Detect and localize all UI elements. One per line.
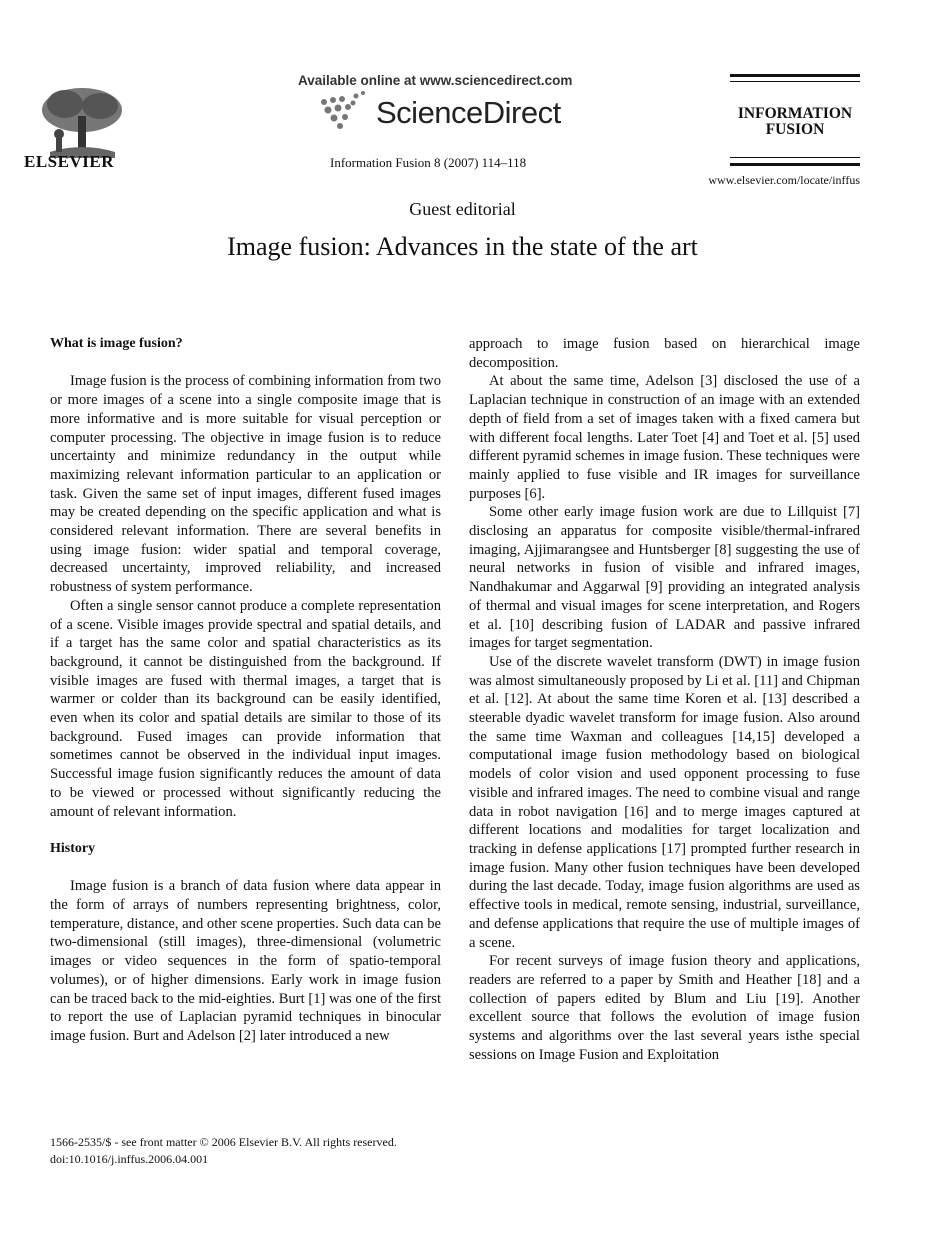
- paragraph: Often a single sensor cannot produce a complete representation of a scene. Visible images provide spectral and spatial details, and if a target has the same color and spatial characteristics as its background, it cannot be distinguished from the background. If visible images are fused with thermal images, a target that is warmer or colder than its background can be easily identified, even when its color and spatial details are similar to those of its background. Fused images can provide information that sometimes cannot be observed in the individual input images. Successful image fusion significantly reduces the amount of data to be viewed or processed without significantly reducing the amount of relevant information.: [50, 597, 441, 820]
- section-heading-what-is-image-fusion: What is image fusion?: [50, 336, 183, 351]
- paragraph: Some other early image fusion work are due to Lillquist [7] disclosing an apparatus for composite visible/thermal-infrared imaging, Ajjimarangsee and Huntsberger [8] suggesting the use of neural networks in fusion of visible and infrared images, Nandhakumar and Aggarwal [9] providing an integrated analysis of thermal and visual images for scene interpretation, and Rogers et al. [10] describing fusion of LADAR and passive infrared images for target segmentation.: [469, 504, 860, 652]
- journal-brand: [730, 106, 860, 138]
- sciencedirect-dots-icon: [318, 88, 378, 132]
- brand-rule-top-thin: [730, 81, 860, 82]
- publisher-name: ELSEVIER: [24, 152, 114, 171]
- article-type: Guest editorial: [409, 199, 516, 219]
- section-heading-history: History: [50, 840, 96, 856]
- brand-rule-bottom: [730, 163, 860, 166]
- paragraph-continued: approach to image fusion based on hierarchical image decomposition.: [469, 336, 860, 371]
- journal-reference: Information Fusion 8 (2007) 114–118: [330, 155, 527, 170]
- paragraph: Image fusion is a branch of data fusion where data appear in the form of arrays of numbers representing brightness, color, temperature, distance, and other scene properties. Such data can be two-dimensional (still images), three-dimensional (volumetric images or video sequences in the form of spatio-temporal volumes), or of higher dimensions. Early work in image fusion can be traced back to the mid-eighties. Burt [1] was one of the first to report the use of Laplacian pyramid techniques in binocular image fusion. Burt and Adelson [2] later introduced a new: [50, 878, 441, 1044]
- journal-brand-line1: INFORMATION: [737, 105, 853, 122]
- journal-url-link[interactable]: www.elsevier.com/locate/inffus: [708, 173, 860, 187]
- left-column: [50, 335, 441, 1046]
- article-title: Image fusion: Advances in the state of the art: [227, 232, 698, 261]
- paragraph: Use of the discrete wavelet transform (DWT) in image fusion was almost simultaneously proposed by Li et al. [11] and Chipman et al. [12]. At about the same time Koren et al. [13] described a steerable dyadic wavelet transform for image fusion. Also around the same time Waxman and colleagues [14,15] developed a computational image fusion methodology based on biological models of color vision and used opponent processing to fuse visible and infrared images. The need to combine visual and range data in robot navigation [16] and to merge images captured at different locations and modalities for target localization and tracking in defense applications [17] prompted further research in image fusion. Many other fusion techniques have been developed during the last decade. Today, image fusion algorithms are used as effective tools in medical, remote sensing, industrial, surveillance, and defense applications that require the use of multiple images of a scene.: [469, 653, 860, 951]
- brand-rule-bottom-thin: [730, 157, 860, 158]
- page-footer: [50, 1134, 397, 1168]
- journal-brand-line2: FUSION: [765, 121, 825, 138]
- right-column: [469, 335, 860, 1064]
- paragraph: For recent surveys of image fusion theory and applications, readers are referred to a paper by Smith and Heather [18] and a collection of papers edited by Blum and Liu [19]. Another excellent source that follows the evolution of image fusion systems and algorithms over the last several years isthe special sessions on Image Fusion and Exploitation: [469, 953, 860, 1063]
- doi-line[interactable]: doi:10.1016/j.inffus.2006.04.001: [50, 1152, 209, 1166]
- copyright-line: 1566-2535/$ - see front matter © 2006 Elsevier B.V. All rights reserved.: [50, 1135, 397, 1149]
- brand-rule-top: [730, 74, 860, 77]
- available-online-text[interactable]: Available online at www.sciencedirect.com: [298, 73, 573, 88]
- sciencedirect-wordmark[interactable]: ScienceDirect: [376, 95, 561, 130]
- paragraph: Image fusion is the process of combining information from two or more images of a scene into a single composite image that is more informative and is more suitable for visual perception or computer processing. The objective in image fusion is to reduce uncertainty and minimize redundancy in the output while maximizing relevant information particular to an application or task. Given the same set of input images, different fused images may be created depending on the specific application and what is considered relevant information. There are several benefits in using image fusion: wider spatial and temporal coverage, decreased uncertainty, improved reliability, and increased robustness of system performance.: [50, 373, 441, 596]
- paragraph: At about the same time, Adelson [3] disclosed the use of a Laplacian technique in construction of an image with an extended depth of field from a set of images taken with a fixed camera but with different focal lengths. Later Toet [4] and Toet et al. [5] used different pyramid schemes in image fusion. These techniques were mainly applied to fuse visible and IR images for surveillance purposes [6].: [469, 373, 860, 502]
